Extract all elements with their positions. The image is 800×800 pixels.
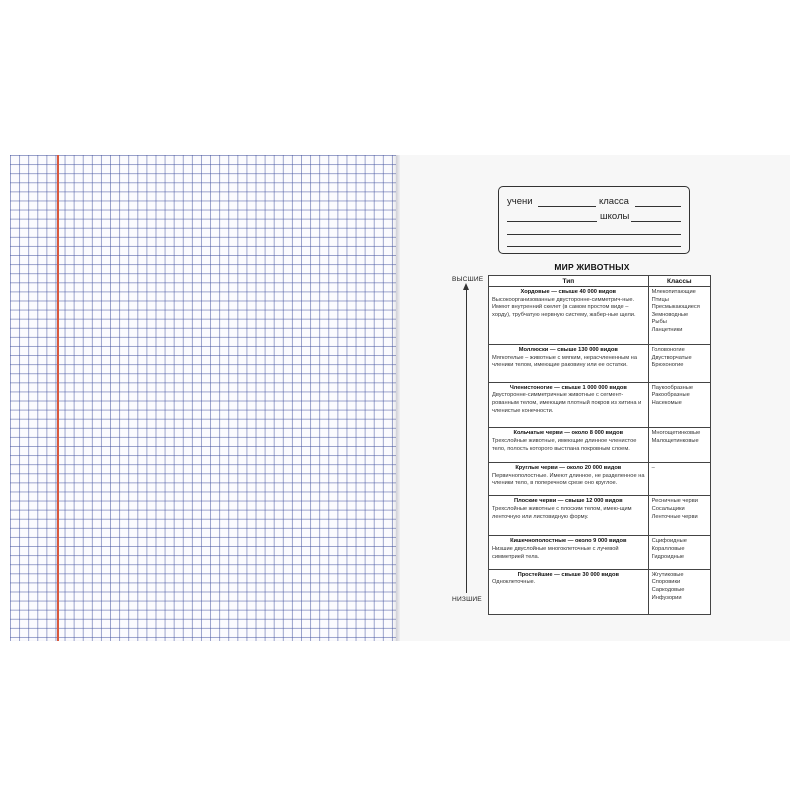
student-label: учени <box>507 196 533 207</box>
class-item: Рыбы <box>651 319 667 326</box>
name-blank <box>507 221 597 222</box>
type-cell <box>489 496 648 536</box>
class-item: Млекопитающие <box>651 289 696 295</box>
class-item: Ленточные черви <box>651 513 698 520</box>
table-row <box>489 496 710 536</box>
table-row <box>489 382 710 428</box>
class-item: Саркодовые <box>651 587 685 594</box>
class-item: Насекомые <box>651 399 682 406</box>
type-cell <box>489 428 648 463</box>
class-item: Двустворчатые <box>651 354 692 361</box>
type-description: Мягкотелые – животные с мягким, нерасчлененным на членики телом, имеющие раковину или ее остатки. <box>492 354 637 369</box>
arrow-bottom-label: НИЗШИЕ <box>452 596 482 603</box>
class-label: класса <box>599 196 629 207</box>
class-item: Малощетинковые <box>651 438 699 445</box>
type-cell <box>489 462 648 495</box>
type-description: Низшие двуслойные многоклеточные с лучевой симметрией тела. <box>492 546 619 560</box>
class-item: Ланцетники <box>651 326 683 333</box>
class-item: Гидроидные <box>651 553 685 560</box>
classes-cell <box>648 428 710 463</box>
table-row <box>489 462 710 495</box>
class-item: Ресничные черви <box>651 498 698 505</box>
type-description: Трехслойные животные с плоским телом, имею-щим ленточную или листовидную форму. <box>492 505 632 520</box>
type-title: Моллюски — свыше 130 000 видов <box>518 346 618 353</box>
arrow-shaft <box>466 288 467 593</box>
class-item: Жгутиковые <box>651 571 684 578</box>
class-item: Паукообразные <box>651 384 694 391</box>
type-cell <box>489 382 648 428</box>
type-title: Простейшие — свыше 30 000 видов <box>517 571 619 578</box>
class-item: Ракообразные <box>651 392 690 399</box>
type-title: Членистоногие — свыше 1 000 000 видов <box>509 384 627 391</box>
type-cell <box>489 536 648 569</box>
classes-cell <box>648 536 710 569</box>
classes-cell <box>648 496 710 536</box>
animals-table-grid <box>489 276 710 614</box>
type-description: Одноклеточные. <box>492 579 536 586</box>
type-cell <box>489 569 648 614</box>
table-row <box>489 536 710 569</box>
type-title: Кишечнополостные — около 9 000 видов <box>510 538 627 545</box>
type-description: Двусторонне-симметричные животные с сегмент-рованным телом, имеющим плотный покров из хитина и членистые конечности. <box>492 392 642 414</box>
class-blank <box>635 206 681 207</box>
classes-cell <box>648 344 710 382</box>
label-row-student <box>507 196 681 208</box>
header-type: Тип <box>489 276 648 287</box>
class-item: Коралловые <box>651 546 685 553</box>
class-item: – <box>651 464 655 471</box>
school-blank <box>631 221 681 222</box>
class-item: Инфузории <box>651 594 682 601</box>
blank-line <box>507 234 681 235</box>
class-item: Пресмыкающиеся <box>651 304 700 311</box>
label-row-school <box>507 211 681 223</box>
arrow-top-label: ВЫСШИЕ <box>452 276 484 283</box>
blank-line <box>507 246 681 247</box>
table-row <box>489 428 710 463</box>
class-item: Многощетинковые <box>651 430 701 437</box>
info-page <box>400 155 790 641</box>
school-label: школы <box>600 211 630 222</box>
classes-cell <box>648 287 710 345</box>
class-item: Птицы <box>651 296 669 303</box>
type-title: Плоские черви — свыше 12 000 видов <box>514 498 623 505</box>
animals-table <box>488 275 711 615</box>
type-cell <box>489 287 648 345</box>
classes-cell <box>648 382 710 428</box>
class-item: Головоногие <box>651 346 685 353</box>
table-header-row <box>489 276 710 287</box>
table-row <box>489 287 710 345</box>
table-row <box>489 344 710 382</box>
class-item: Сцифоидные <box>651 538 687 545</box>
type-title: Хордовые — свыше 40 000 видов <box>520 289 617 295</box>
type-cell <box>489 344 648 382</box>
type-title: Круглые черви — около 20 000 видов <box>515 464 622 471</box>
classes-cell <box>648 569 710 614</box>
class-item: Брюхоногие <box>651 362 684 369</box>
classes-cell <box>648 462 710 495</box>
type-description: Высокоорганизованные двусторонне-симметрич-ные. Имеют внутренний скелет (в самом простом виде – хорду), трубчатую нервную систему, жабер-ные щели. <box>492 296 636 318</box>
header-classes: Классы <box>648 276 710 287</box>
type-description: Первичнополостные. Имеют длинное, не разделенное на членики тело, в поперечном срезе оно круглое. <box>492 472 645 487</box>
class-item: Споровики <box>651 579 681 586</box>
owner-label-box <box>498 186 690 254</box>
margin-line <box>57 155 59 641</box>
type-description: Трехслойные животные, имеющие длинное членистое тело, полость которого выстлана покровным слоем. <box>492 438 637 452</box>
type-title: Кольчатые черви — около 8 000 видов <box>513 430 624 437</box>
table-title: МИР ЖИВОТНЫХ <box>554 262 630 272</box>
student-blank <box>538 206 596 207</box>
grid-page <box>10 155 398 641</box>
table-row <box>489 569 710 614</box>
class-item: Сосальщики <box>651 505 685 512</box>
class-item: Земноводные <box>651 311 689 318</box>
